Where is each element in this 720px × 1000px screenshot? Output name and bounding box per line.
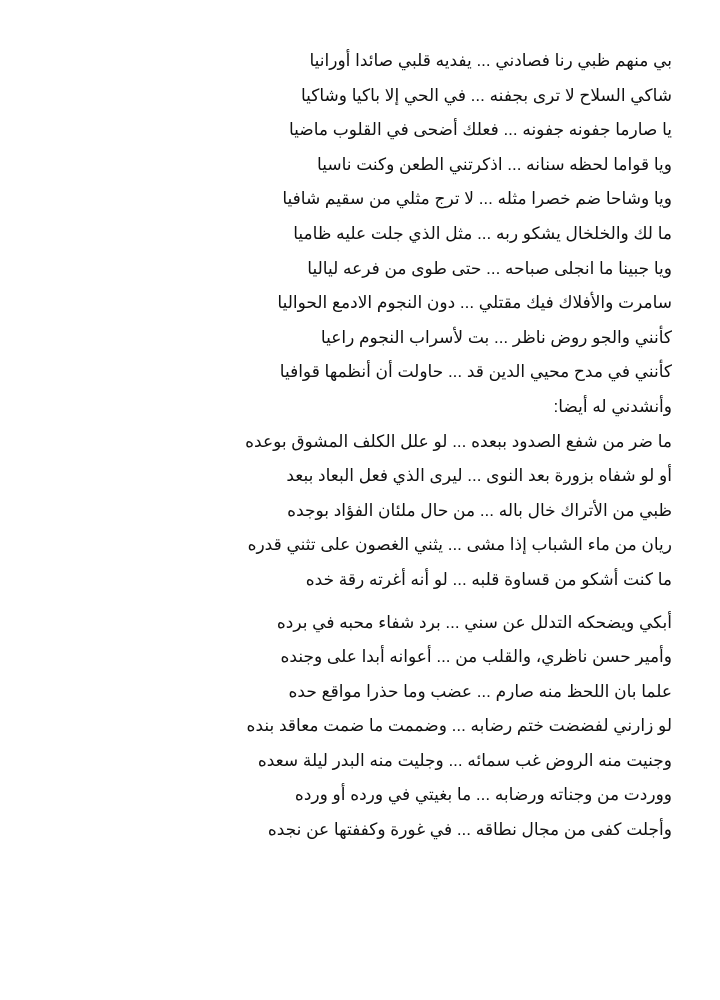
poem-line: ويا جبينا ما انجلى صباحه ... حتى طوى من فرعه لياليا [307, 258, 672, 278]
poem-line: ظبي من الأتراك خال باله ... من حال ملئان الفؤاد بوجده [287, 500, 672, 520]
poem-line: وأمير حسن ناظري، والقلب من ... أعوانه أبدا على وجنده [280, 647, 672, 667]
poem-line: شاكي السلاح لا ترى بجفنه ... في الحي إلا باكيا وشاكيا [300, 85, 672, 105]
poem-line: أو لو شفاه بزورة بعد النوى ... ليرى الذي فعل البعاد ببعد [286, 466, 672, 486]
poem-line: أبكي ويضحكه التدلل عن سني ... برد شفاء محبه في برده [276, 612, 672, 632]
poem-line: كأنني في مدح محيي الدين قد ... حاولت أن أنظمها قوافيا [279, 362, 672, 382]
poem-line: ويا قواما لحظه سنانه ... اذكرتني الطعن وكنت ناسيا [317, 154, 672, 174]
poem-line: لو زارني لفضضت ختم رضابه ... وضممت ما ضمت معاقد بنده [246, 716, 672, 736]
poem-text-block [152, 44, 672, 848]
poem-line: بي منهم ظبي رنا فصادني ... يفديه قلبي صائدا أورانيا [309, 51, 672, 70]
poem-line: وجنيت منه الروض غب سمائه ... وجليت منه البدر ليلة سعده [257, 750, 672, 770]
poem-line: علما بان اللحظ منه صارم ... عضب وما حذرا مواقع حده [288, 681, 672, 701]
poem-line: ريان من ماء الشباب إذا مشى ... يثني الغصون على تثني قدره [247, 535, 672, 555]
section-heading: وأنشدني له أيضا: [553, 396, 672, 416]
poem-line: ما كنت أشكو من قساوة قلبه ... لو أنه أغرته رقة خده [305, 569, 672, 589]
poem-line: ما لك والخلخال يشكو ربه ... مثل الذي جلت عليه ظاميا [293, 223, 672, 243]
poem-line: ويا وشاحا ضم خصرا مثله ... لا ترج مثلي من سقيم شافيا [282, 189, 672, 209]
poem-line: كأنني والجو روض ناظر ... بت لأسراب النجوم راعيا [320, 327, 672, 347]
poem-line: ووردت من وجناته ورضابه ... ما بغيتي في ورده أو ورده [294, 785, 672, 805]
poem-line: ما ضر من شفع الصدود ببعده ... لو علل الكلف المشوق بوعده [245, 431, 672, 451]
poem-line: وأجلت كفى من مجال نطاقه ... في غورة وكففتها عن نجده [267, 820, 672, 840]
poem-line: سامرت والأفلاك فيك مقتلي ... دون النجوم الادمع الحواليا [277, 293, 672, 313]
poem-line: يا صارما جفونه جفونه ... فعلك أضحى في القلوب ماضيا [289, 120, 672, 140]
